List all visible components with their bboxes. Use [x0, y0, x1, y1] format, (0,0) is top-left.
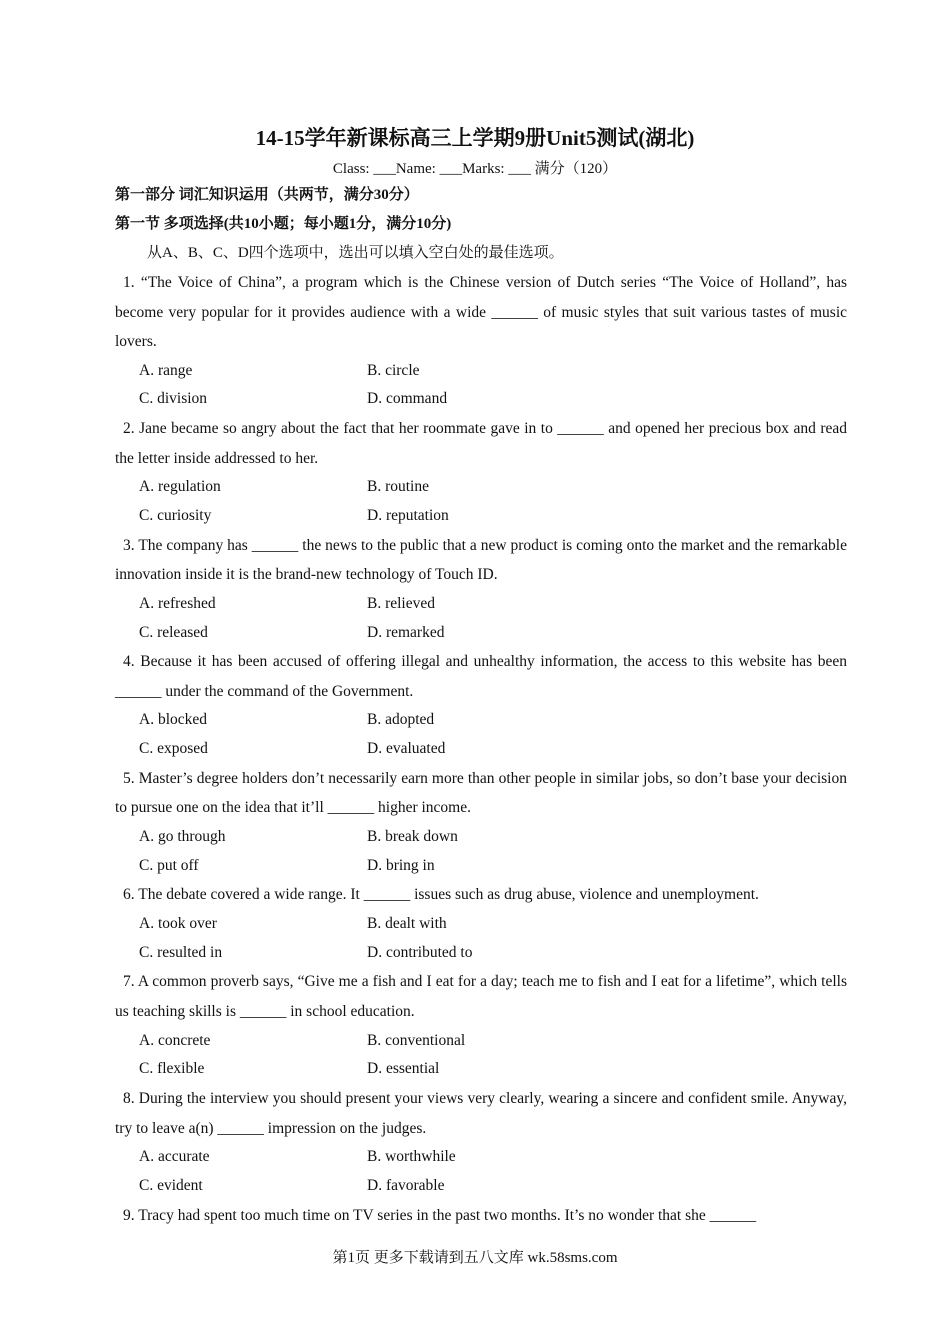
answer-options — [115, 910, 847, 967]
answer-option: C. resulted in — [139, 943, 223, 961]
answer-option: A. blocked — [139, 711, 208, 729]
answer-option: A. range — [139, 361, 193, 379]
answer-option: D. remarked — [367, 623, 445, 641]
question-text: 1. “The Voice of China”, a program which is the Chinese version of Dutch series “The Voice of Holland”, has become very popular for it provides audience with a wide ______ of music styles that suit various tastes of music lovers. — [115, 274, 847, 351]
question-item — [115, 1084, 847, 1201]
answer-option: B. adopted — [367, 711, 435, 729]
question-text: 7. A common proverb says, “Give me a fish and I eat for a day; teach me to fish and I eat for a lifetime”, which tells us teaching skills is ______ in school education. — [115, 973, 847, 1020]
document-subtitle: Class: ___Name: ___Marks: ___ 满分（120） — [332, 161, 618, 177]
answer-option: B. circle — [367, 361, 420, 379]
question-item — [115, 967, 847, 1084]
answer-option: A. refreshed — [139, 594, 216, 612]
part-heading: 第一部分 词汇知识运用（共两节，满分30分） — [115, 187, 419, 203]
answer-option: C. curiosity — [139, 507, 212, 525]
answer-option: C. flexible — [139, 1060, 205, 1078]
answer-option: D. essential — [367, 1060, 440, 1078]
answer-option: A. regulation — [139, 478, 221, 496]
answer-option: B. dealt with — [367, 915, 447, 932]
answer-option: D. reputation — [367, 507, 449, 525]
answer-options — [115, 473, 847, 530]
answer-option: D. command — [367, 390, 448, 408]
answer-option: A. concrete — [139, 1031, 211, 1049]
answer-option: D. bring in — [367, 856, 435, 874]
instructions: 从A、B、C、D四个选项中，选出可以填入空白处的最佳选项。 — [147, 245, 564, 261]
question-text: 6. The debate covered a wide range. It ______ issues such as drug abuse, violence and unemployment. — [123, 886, 759, 904]
question-item — [115, 764, 847, 881]
question-text: 8. During the interview you should present your views very clearly, wearing a sincere and confident smile. Anyway, try to leave a(n) ______ impression on the judges. — [115, 1089, 847, 1137]
answer-option: C. put off — [139, 856, 199, 874]
question-item — [115, 268, 847, 414]
answer-option: A. go through — [139, 828, 226, 846]
question-text: 9. Tracy had spent too much time on TV series in the past two months. It’s no wonder that she ______ — [123, 1206, 757, 1224]
question-item — [115, 880, 847, 967]
question-item — [115, 1201, 847, 1231]
question-item — [115, 414, 847, 531]
answer-option: B. relieved — [367, 594, 436, 612]
document-body — [115, 181, 847, 1230]
section-heading: 第一节 多项选择(共10小题；每小题1分，满分10分) — [115, 216, 452, 232]
question-item — [115, 647, 847, 764]
question-text: 4. Because it has been accused of offering illegal and unhealthy information, the access to this website has been ______ under the command of the Government. — [115, 653, 847, 700]
answer-options — [115, 357, 847, 414]
answer-option: C. evident — [139, 1176, 203, 1194]
answer-option: B. routine — [367, 478, 429, 496]
answer-options — [115, 590, 847, 647]
answer-options — [115, 823, 847, 880]
question-text: 5. Master’s degree holders don’t necessarily earn more than other people in similar jobs, so don’t base your decision to pursue one on the idea that it’ll ______ higher income. — [115, 769, 847, 817]
question-item — [115, 531, 847, 648]
answer-option: C. division — [139, 390, 208, 408]
document-title: 14-15学年新课标高三上学期9册Unit5测试(湖北) — [255, 126, 695, 150]
question-list — [115, 268, 847, 1230]
answer-option: D. contributed to — [367, 943, 473, 961]
answer-option: D. favorable — [367, 1176, 445, 1194]
answer-option: A. took over — [139, 915, 217, 932]
question-text: 2. Jane became so angry about the fact that her roommate gave in to ______ and opened her precious box and read the letter inside addressed to her. — [115, 420, 847, 467]
answer-option: C. exposed — [139, 740, 208, 758]
answer-option: C. released — [139, 623, 208, 641]
question-text: 3. The company has ______ the news to the public that a new product is coming onto the market and the remarkable innovation inside it is the brand-new technology of Touch ID. — [115, 536, 847, 584]
answer-options — [115, 1143, 847, 1200]
answer-option: D. evaluated — [367, 740, 446, 758]
answer-option: A. accurate — [139, 1148, 210, 1166]
page-footer: 第1页 更多下载请到五八文库 wk.58sms.com — [332, 1250, 618, 1266]
answer-options — [115, 1027, 847, 1084]
answer-option: B. break down — [367, 828, 458, 846]
answer-option: B. worthwhile — [367, 1148, 456, 1166]
answer-options — [115, 706, 847, 763]
answer-option: B. conventional — [367, 1031, 466, 1049]
